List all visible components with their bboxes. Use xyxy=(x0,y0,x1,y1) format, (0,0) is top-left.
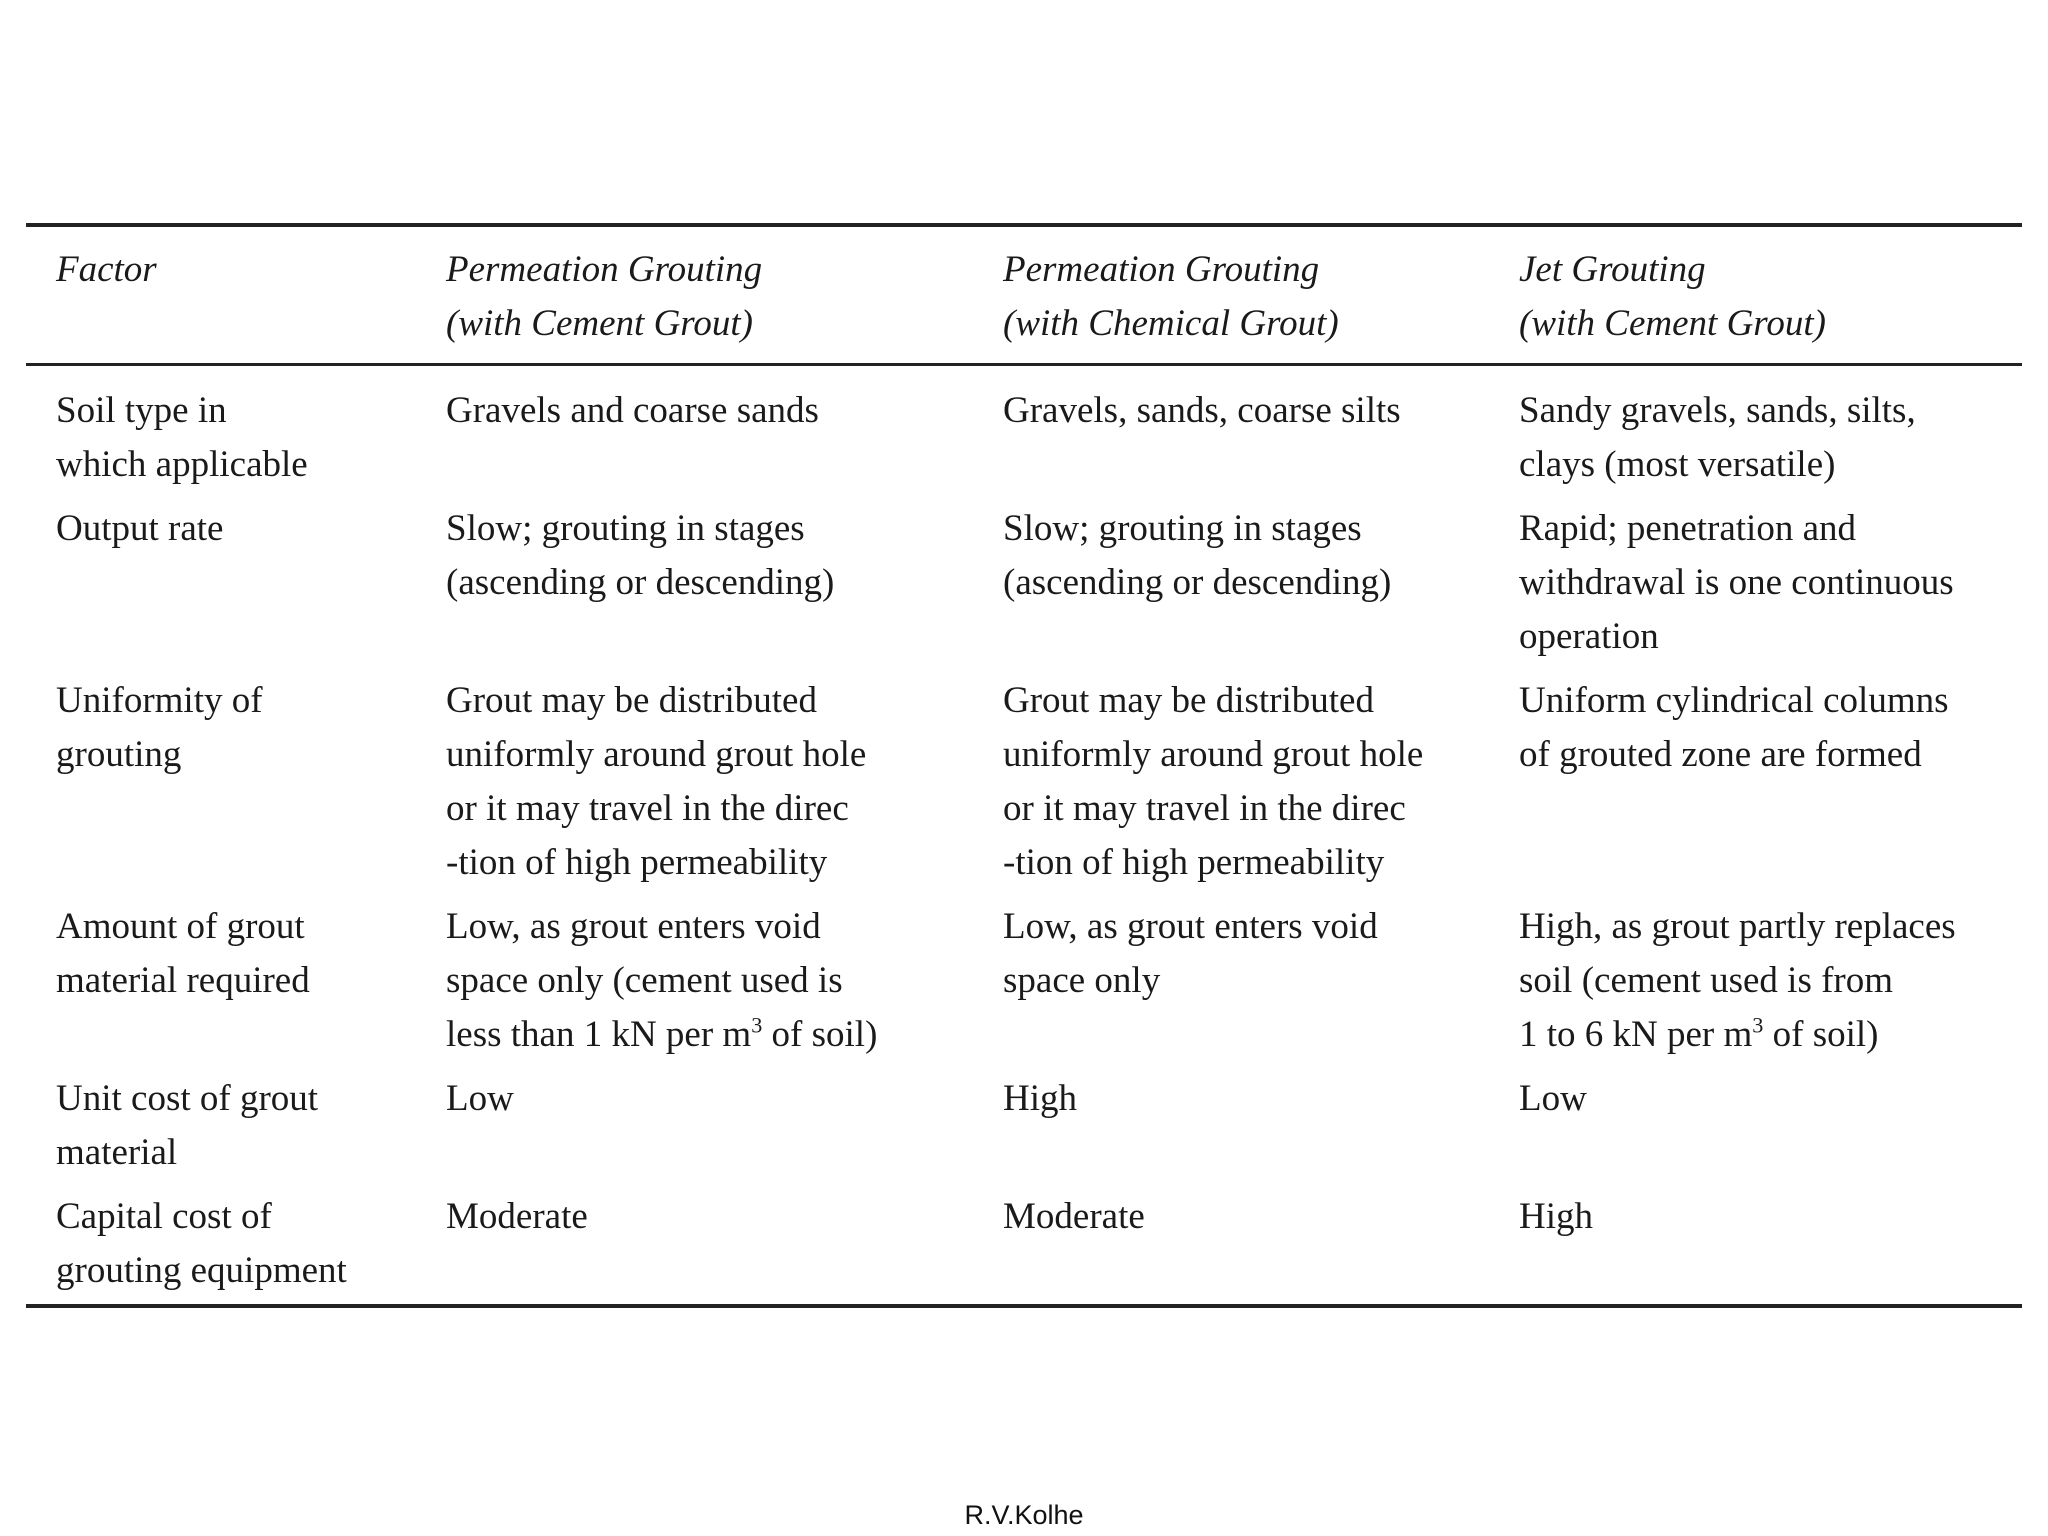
cell-text: High, as grout partly replaces soil (cement used is from 1 to 6 kN per m xyxy=(1519,906,1956,1055)
cell-permeation-chemical: Grout may be distributed uniformly around grout hole or it may travel in the direc -tion of high permeability xyxy=(1003,680,1424,883)
cell-factor: Unit cost of grout material xyxy=(56,1078,319,1173)
header-factor: Factor xyxy=(26,225,416,365)
superscript: 3 xyxy=(751,1012,763,1038)
header-permeation-chemical: Permeation Grouting (with Chemical Grout) xyxy=(973,225,1489,365)
header-row xyxy=(26,225,2022,365)
cell-factor: Capital cost of grouting equipment xyxy=(56,1196,347,1291)
comparison-table-container xyxy=(26,223,2022,1308)
cell-permeation-cement: Grout may be distributed uniformly around grout hole or it may travel in the direc -tion of high permeability xyxy=(446,680,867,883)
cell-factor: Output rate xyxy=(56,508,224,549)
header-jet-cement: Jet Grouting (with Cement Grout) xyxy=(1489,225,2022,365)
cell-permeation-cement: Low xyxy=(446,1078,514,1119)
footer-author: R.V.Kolhe xyxy=(964,1500,1084,1530)
cell-permeation-chemical: Slow; grouting in stages (ascending or descending) xyxy=(1003,508,1392,603)
table-row xyxy=(26,900,2022,1072)
cell-jet-cement: Uniform cylindrical columns of grouted zone are formed xyxy=(1519,680,1949,775)
cell-permeation-cement: Gravels and coarse sands xyxy=(446,390,819,431)
cell-text: Low, as grout enters void space only (cement used is less than 1 kN per m xyxy=(446,906,843,1055)
cell-jet-cement: Sandy gravels, sands, silts, clays (most versatile) xyxy=(1519,390,1916,485)
cell-factor: Uniformity of grouting xyxy=(56,680,263,775)
cell-jet-cement: Rapid; penetration and withdrawal is one continuous operation xyxy=(1519,508,1954,657)
cell-factor: Soil type in which applicable xyxy=(56,390,308,485)
table-row xyxy=(26,1072,2022,1190)
superscript: 3 xyxy=(1752,1012,1764,1038)
cell-permeation-cement: Slow; grouting in stages (ascending or descending) xyxy=(446,508,835,603)
table-row xyxy=(26,674,2022,900)
table-body xyxy=(26,365,2022,1307)
cell-text: of soil) xyxy=(762,1014,878,1055)
cell-permeation-chemical: Moderate xyxy=(1003,1196,1145,1237)
cell-permeation-cement: Moderate xyxy=(446,1196,588,1237)
table-row xyxy=(26,365,2022,503)
cell-text: of soil) xyxy=(1763,1014,1879,1055)
header-permeation-cement: Permeation Grouting (with Cement Grout) xyxy=(416,225,973,365)
grouting-comparison-table xyxy=(26,223,2022,1308)
cell-jet-cement: High xyxy=(1519,1196,1593,1237)
cell-jet-cement xyxy=(1489,900,2022,1072)
cell-permeation-cement xyxy=(416,900,973,1072)
table-header xyxy=(26,225,2022,365)
cell-jet-cement: Low xyxy=(1519,1078,1587,1119)
table-row xyxy=(26,502,2022,674)
cell-permeation-chemical: High xyxy=(1003,1078,1077,1119)
table-row xyxy=(26,1190,2022,1306)
cell-factor: Amount of grout material required xyxy=(56,906,310,1001)
cell-permeation-chemical: Low, as grout enters void space only xyxy=(1003,906,1378,1001)
cell-permeation-chemical: Gravels, sands, coarse silts xyxy=(1003,390,1401,431)
